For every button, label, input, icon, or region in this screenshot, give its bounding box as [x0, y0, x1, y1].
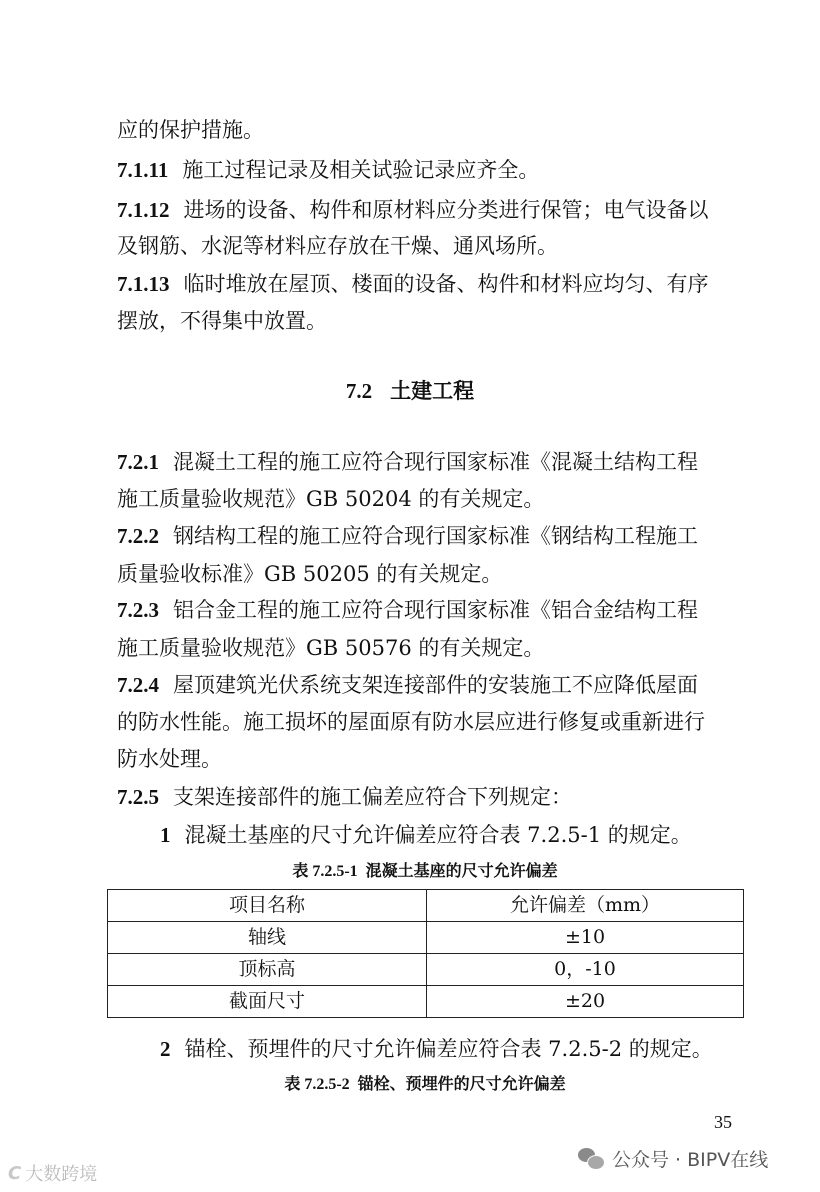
table-caption: [0, 1073, 820, 1096]
clause-number: 7.2.2: [117, 524, 159, 548]
table-header-cell: 项目名称: [108, 890, 427, 922]
clause-7-2-3: 7.2.3 铝合金工程的施工应符合现行国家标准《铝合金结构工程: [117, 598, 698, 622]
clause-7-2-1: 7.2.1 混凝土工程的施工应符合现行国家标准《混凝土结构工程: [117, 450, 698, 474]
clause-number: 7.1.13: [117, 272, 170, 296]
text-line: 施工质量验收规范》GB 50204 的有关规定。: [117, 487, 545, 511]
clause-number: 7.2.3: [117, 598, 159, 622]
table-cell: 截面尺寸: [108, 986, 427, 1018]
page-number: 35: [714, 1112, 732, 1132]
item-number: 1: [160, 823, 171, 847]
table-number: 表 7.2.5-1: [292, 863, 358, 880]
table-number: 表 7.2.5-2: [284, 1076, 350, 1093]
table-row: [108, 986, 744, 1018]
clause-number: 7.2.1: [117, 450, 159, 474]
section-number: 7.2: [345, 379, 373, 403]
text-line: 的防水性能。施工损坏的屋面原有防水层应进行修复或重新进行: [117, 710, 705, 734]
table-row: [108, 954, 744, 986]
text-line: 及钢筋、水泥等材料应存放在干燥、通风场所。: [117, 234, 558, 258]
table-cell: ±20: [427, 986, 744, 1018]
table-caption: [0, 860, 820, 883]
table-title: 锚栓、预埋件的尺寸允许偏差: [357, 1074, 566, 1093]
table-header-row: [108, 890, 744, 922]
clause-number: 7.2.5: [117, 785, 159, 809]
text-line: 应的保护措施。: [117, 118, 264, 142]
corner-mark-text: 大数跨境: [25, 1164, 98, 1185]
text-line: 摆放，不得集中放置。: [117, 309, 327, 333]
table-cell: 0，-10: [427, 954, 744, 986]
logo-icon: C: [8, 1162, 22, 1184]
text-line: 防水处理。: [117, 747, 222, 771]
list-item-2: 2 锚栓、预埋件的尺寸允许偏差应符合表 7.2.5-2 的规定。: [160, 1037, 713, 1061]
clause-7-1-13: 7.1.13 临时堆放在屋顶、楼面的设备、构件和材料应均匀、有序: [117, 272, 709, 296]
list-item-1: 1 混凝土基座的尺寸允许偏差应符合表 7.2.5-1 的规定。: [160, 823, 692, 847]
watermark-text: 公众号 · BIPV在线: [612, 1149, 769, 1171]
wechat-icon: [578, 1148, 604, 1170]
section-heading: [0, 377, 820, 405]
table-row: [108, 922, 744, 954]
table-title: 混凝土基座的尺寸允许偏差: [365, 861, 558, 880]
clause-number: 7.1.12: [117, 198, 170, 222]
clause-7-2-5: 7.2.5 支架连接部件的施工偏差应符合下列规定：: [117, 785, 572, 809]
item-number: 2: [160, 1037, 171, 1061]
section-title: 土建工程: [390, 378, 475, 403]
text-line: 质量验收标准》GB 50205 的有关规定。: [117, 562, 503, 586]
table-cell: ±10: [427, 922, 744, 954]
clause-number: 7.1.11: [117, 158, 169, 182]
table-header-cell: 允许偏差（mm）: [427, 890, 744, 922]
clause-7-2-4: 7.2.4 屋顶建筑光伏系统支架连接部件的安装施工不应降低屋面: [117, 673, 698, 697]
clause-7-1-11: 7.1.11 施工过程记录及相关试验记录应齐全。: [117, 158, 540, 182]
table-cell: 顶标高: [108, 954, 427, 986]
table-cell: 轴线: [108, 922, 427, 954]
tolerance-table: [107, 889, 744, 1018]
text-line: 施工质量验收规范》GB 50576 的有关规定。: [117, 636, 545, 660]
clause-7-2-2: 7.2.2 钢结构工程的施工应符合现行国家标准《钢结构工程施工: [117, 524, 698, 548]
clause-number: 7.2.4: [117, 673, 159, 697]
watermark: [578, 1145, 768, 1172]
corner-mark: [8, 1160, 97, 1186]
clause-7-1-12: 7.1.12 进场的设备、构件和原材料应分类进行保管；电气设备以: [117, 198, 709, 222]
